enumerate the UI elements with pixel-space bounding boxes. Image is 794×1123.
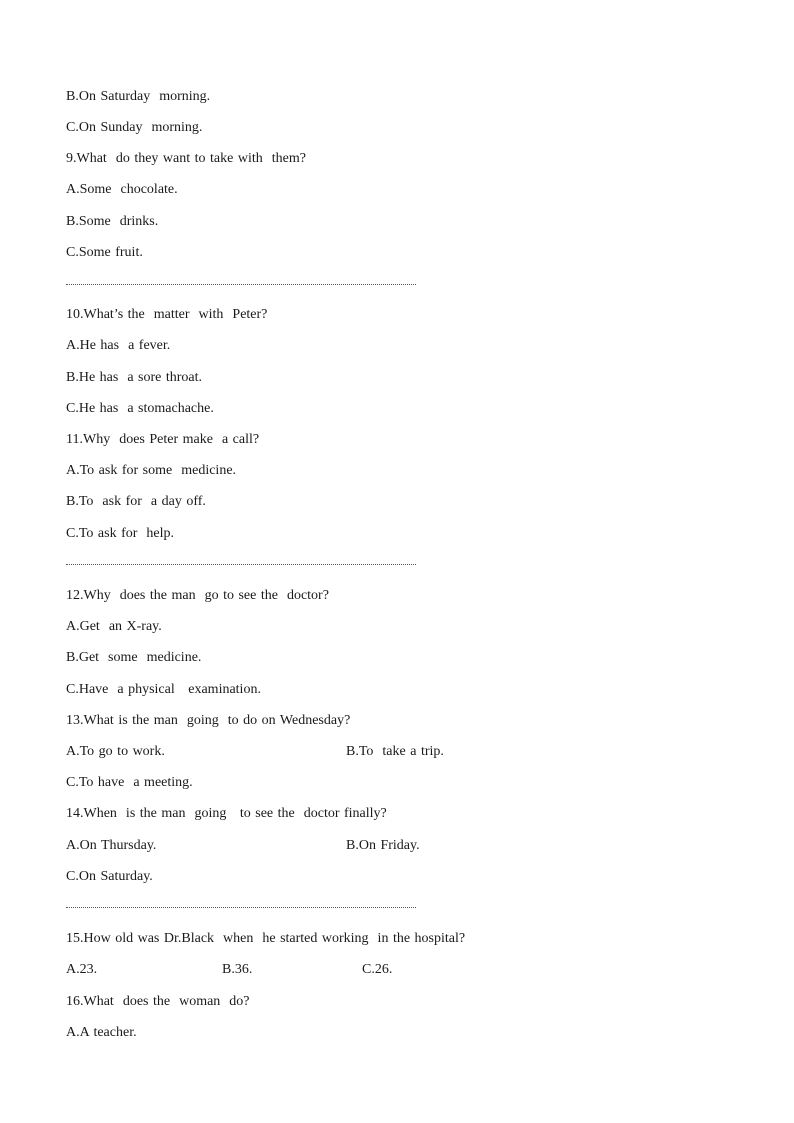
question-11-option-c: C.To ask for help.: [66, 526, 175, 541]
question-15-option-b: B.36.: [222, 962, 253, 977]
question-10-option-c: C.He has a stomachache.: [66, 401, 214, 416]
question-14-option-b: B.On Friday.: [346, 838, 420, 853]
question-14: 14.When is the man going to see the doctor finally?: [66, 806, 387, 821]
question-13-option-c: C.To have a meeting.: [66, 775, 193, 790]
question-13-option-a: A.To go to work.: [66, 744, 165, 759]
option-b-saturday: B.On Saturday morning.: [66, 89, 211, 104]
question-15-option-a: A.23.: [66, 962, 98, 977]
question-9-option-b: B.Some drinks.: [66, 214, 159, 229]
question-11-option-a: A.To ask for some medicine.: [66, 463, 237, 478]
question-15-option-c: C.26.: [362, 962, 393, 977]
question-10: 10.What’s the matter with Peter?: [66, 307, 268, 322]
question-15: 15.How old was Dr.Black when he started working in the hospital?: [66, 931, 466, 946]
question-10-option-b: B.He has a sore throat.: [66, 370, 203, 385]
section-divider: [66, 284, 416, 285]
question-11-option-b: B.To ask for a day off.: [66, 494, 206, 509]
question-12-option-b: B.Get some medicine.: [66, 650, 202, 665]
question-12: 12.Why does the man go to see the doctor?: [66, 588, 329, 603]
question-12-option-c: C.Have a physical examination.: [66, 682, 261, 697]
question-12-option-a: A.Get an X-ray.: [66, 619, 162, 634]
question-9-option-c: C.Some fruit.: [66, 245, 143, 260]
section-divider: [66, 907, 416, 908]
question-16-option-a: A.A teacher.: [66, 1025, 137, 1040]
question-10-option-a: A.He has a fever.: [66, 338, 171, 353]
section-divider: [66, 564, 416, 565]
question-9: 9.What do they want to take with them?: [66, 151, 306, 166]
question-9-option-a: A.Some chocolate.: [66, 182, 178, 197]
question-14-option-c: C.On Saturday.: [66, 869, 153, 884]
question-16: 16.What does the woman do?: [66, 994, 250, 1009]
question-13: 13.What is the man going to do on Wednesday?: [66, 713, 351, 728]
question-13-option-b: B.To take a trip.: [346, 744, 444, 759]
question-11: 11.Why does Peter make a call?: [66, 432, 260, 447]
question-14-option-a: A.On Thursday.: [66, 838, 157, 853]
option-c-sunday: C.On Sunday morning.: [66, 120, 203, 135]
